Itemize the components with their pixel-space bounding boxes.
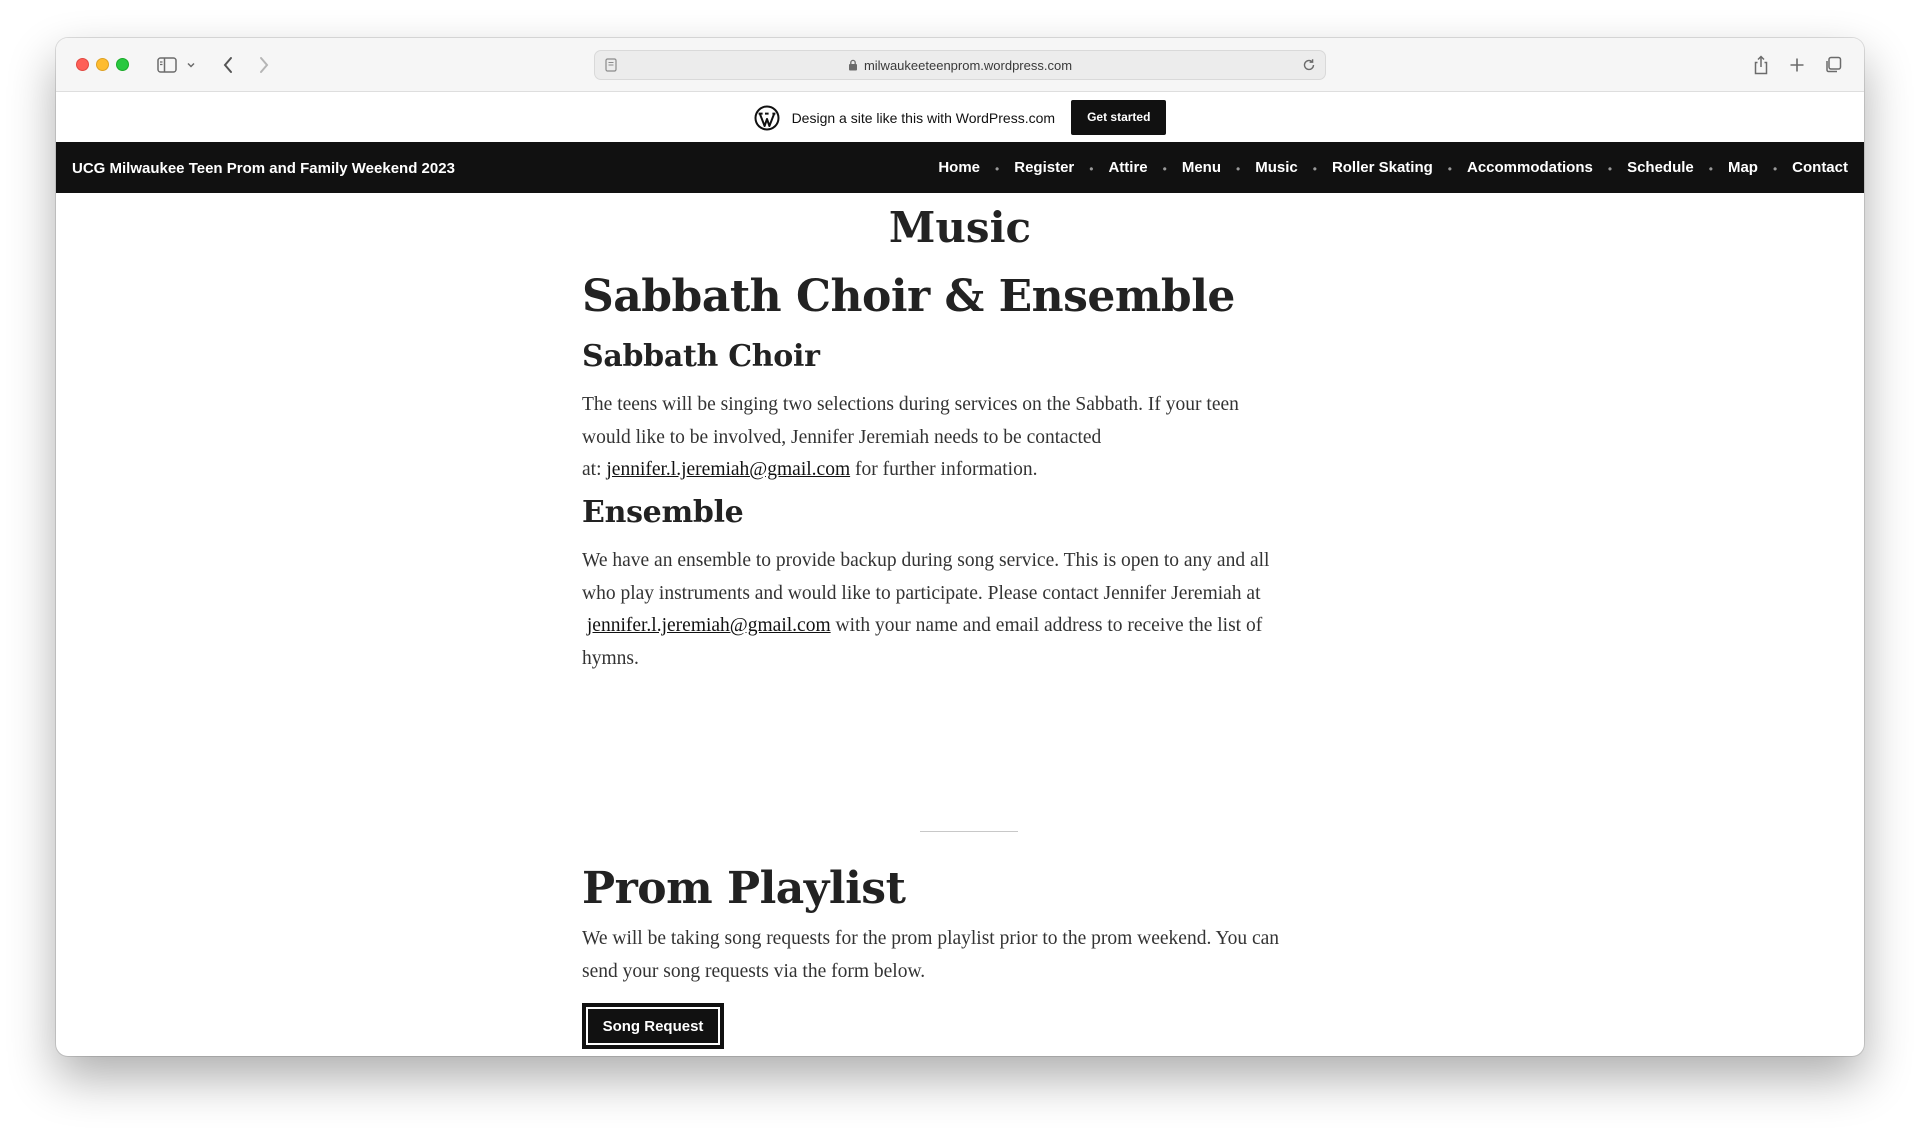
nav-schedule[interactable]: Schedule [1627, 159, 1694, 176]
ensemble-email-link[interactable]: jennifer.l.jeremiah@gmail.com [586, 615, 831, 636]
nav-separator: • [995, 161, 1000, 176]
browser-window [56, 38, 1864, 1056]
choir-line-3 [582, 454, 1342, 487]
choir-paragraph [582, 389, 1342, 487]
zoom-window-button[interactable] [116, 58, 129, 71]
lock-icon [848, 59, 858, 71]
choir-email-link[interactable]: jennifer.l.jeremiah@gmail.com [606, 459, 851, 480]
nav-separator: • [1708, 161, 1713, 176]
close-window-button[interactable] [76, 58, 89, 71]
tab-overview-icon[interactable] [1822, 52, 1844, 78]
nav-menu[interactable]: Menu [1181, 159, 1222, 176]
playlist-line-2: send your song requests via the form below. [582, 960, 926, 982]
nav-attire[interactable]: Attire [1108, 159, 1148, 176]
nav-register[interactable]: Register [1014, 159, 1075, 176]
site-header [56, 142, 1864, 193]
ensemble-line-4: hymns. [582, 647, 639, 669]
nav-separator: • [1162, 161, 1167, 176]
reload-icon[interactable] [1301, 57, 1317, 73]
nav-separator: • [1236, 161, 1241, 176]
nav-separator: • [1607, 161, 1613, 176]
page-content [56, 193, 1864, 1056]
choir-line-1: The teens will be singing two selections during services on the Sabbath. If your teen [582, 394, 1239, 415]
nav-roller-skating[interactable]: Roller Skating [1331, 159, 1433, 176]
chevron-down-icon[interactable] [184, 52, 198, 78]
minimize-window-button[interactable] [96, 58, 109, 71]
nav-contact[interactable]: Contact [1792, 159, 1848, 176]
nav-map[interactable]: Map [1727, 159, 1758, 176]
nav-separator: • [1312, 161, 1317, 176]
site-title[interactable]: UCG Milwaukee Teen Prom and Family Weekend 2023 [72, 160, 455, 177]
wordpress-promo-bar [56, 93, 1864, 142]
promo-text: Design a site like this with WordPress.com [791, 109, 1056, 126]
playlist-paragraph [582, 923, 1342, 988]
main-navigation [938, 142, 1848, 193]
share-icon[interactable] [1750, 52, 1772, 78]
nav-separator: • [1089, 161, 1094, 176]
choir-line-2: would like to be involved, Jennifer Jeremiah needs to be contacted [582, 426, 1102, 448]
page-title: Music [888, 203, 1032, 252]
url-text: milwaukeeteenprom.wordpress.com [863, 57, 1073, 73]
nav-separator: • [1447, 161, 1452, 176]
nav-music[interactable]: Music [1255, 159, 1298, 176]
ensemble-line-3-suffix: with your name and email address to receive the list of [830, 615, 1263, 636]
address-bar[interactable] [594, 50, 1326, 80]
choir-line-3-prefix: at: [582, 459, 607, 480]
forward-icon[interactable] [252, 52, 276, 78]
ensemble-line-1: We have an ensemble to provide backup during song service. This is open to any and all [582, 550, 1270, 571]
choir-line-3-suffix: for further information. [850, 459, 1038, 480]
ensemble-line-2: who play instruments and would like to participate. Please contact Jennifer Jeremiah at [582, 582, 1261, 604]
wordpress-logo-icon [754, 105, 780, 131]
prom-playlist-heading: Prom Playlist [582, 863, 906, 914]
choir-ensemble-heading: Sabbath Choir & Ensemble [582, 271, 1235, 322]
song-request-button[interactable]: Song Request [582, 1003, 724, 1049]
nav-accommodations[interactable]: Accommodations [1467, 159, 1593, 176]
ensemble-line-3 [582, 610, 1342, 643]
back-icon[interactable] [216, 52, 240, 78]
sabbath-choir-heading: Sabbath Choir [582, 339, 820, 374]
browser-toolbar [56, 38, 1864, 92]
playlist-line-1: We will be taking song requests for the prom playlist prior to the prom weekend. You can [582, 928, 1280, 949]
nav-home[interactable]: Home [938, 159, 981, 176]
ensemble-heading: Ensemble [582, 495, 744, 530]
nav-separator: • [1772, 161, 1778, 176]
sidebar-toggle-icon[interactable] [154, 52, 180, 78]
section-divider [920, 831, 1018, 832]
new-tab-icon[interactable] [1786, 52, 1808, 78]
ensemble-paragraph [582, 545, 1342, 675]
get-started-button[interactable]: Get started [1071, 100, 1166, 135]
